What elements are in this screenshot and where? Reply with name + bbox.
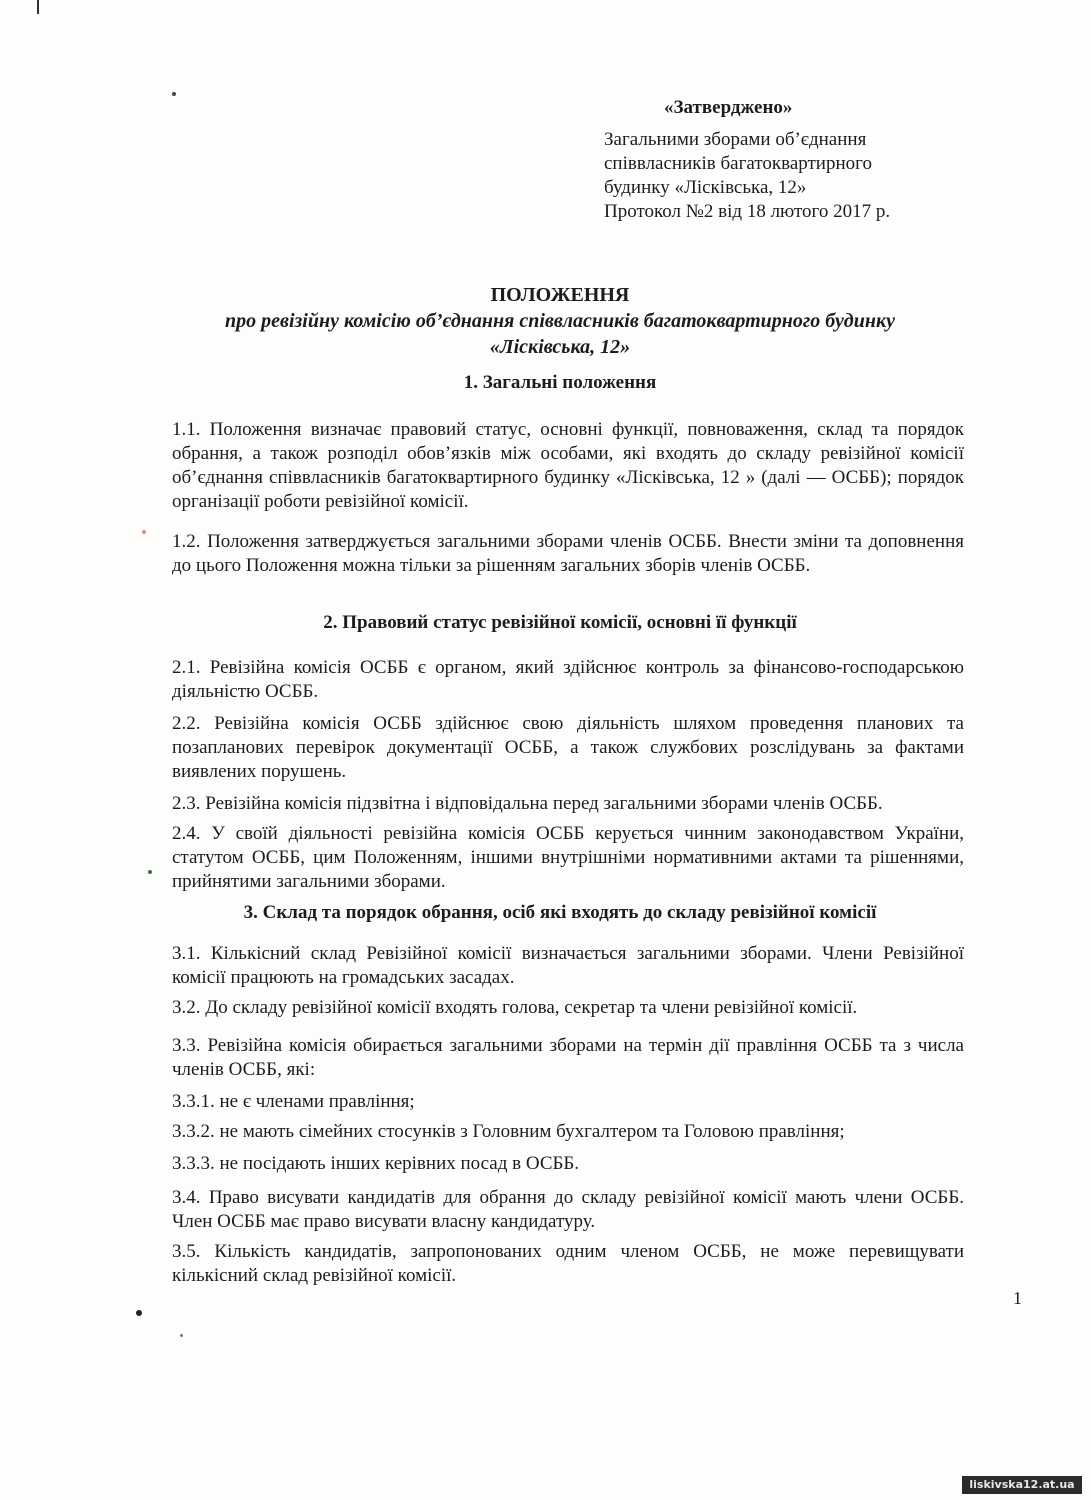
paragraph-3-3-2: 3.3.2. не мають сімейних стосунків з Головним бухгалтером та Головою правління; [172, 1121, 845, 1142]
scan-speck [148, 870, 152, 874]
paragraph-3-3-1: 3.3.1. не є членами правління; [172, 1091, 415, 1112]
section-heading-2: 2. Правовий статус ревізійної комісії, основні її функції [323, 612, 797, 633]
approval-line-1: Загальними зборами об’єднання [604, 129, 867, 150]
paragraph-3-3-3: 3.3.3. не посідають інших керівних посад в ОСББ. [172, 1153, 580, 1174]
title-subtitle-1: про ревізійну комісію об’єднання співвласників багатоквартирного будинку [225, 310, 895, 332]
paragraph-3-4: 3.4. Право висувати кандидатів для обрання до складу ревізійної комісії мають члени ОСББ. Член ОСББ має право висувати власну кандидатуру. [172, 1187, 964, 1232]
approval-heading: «Затверджено» [664, 97, 793, 118]
paragraph-2-4: 2.4. У своїй діяльності ревізійна комісія ОСББ керується чинним законодавством України, статутом ОСББ, цим Положенням, іншими внутрішніми нормативними актами та рішеннями, прийнятими загальними зборами. [172, 823, 964, 892]
paragraph-1-2: 1.2. Положення затверджується загальними зборами членів ОСББ. Внести зміни та доповнення до цього Положення можна тільки за рішенням загальних зборів членів ОСББ. [172, 531, 964, 576]
scan-speck [142, 530, 146, 534]
scan-speck [172, 92, 176, 96]
paragraph-3-3: 3.3. Ревізійна комісія обирається загальними зборами на термін дії правління ОСББ та з числа членів ОСББ, які: [172, 1035, 964, 1080]
site-watermark: liskivska12.at.ua [962, 1476, 1082, 1494]
section-heading-1: 1. Загальні положення [463, 372, 657, 393]
approval-block [604, 96, 944, 224]
section-heading-3: 3. Склад та порядок обрання, осіб які входять до складу ревізійної комісії [243, 902, 877, 923]
paragraph-3-5: 3.5. Кількість кандидатів, запропонованих одним членом ОСББ, не може перевищувати кількісний склад ревізійної комісії. [172, 1241, 964, 1286]
approval-line-2: співвласників багатоквартирного [604, 153, 872, 174]
paragraph-2-2: 2.2. Ревізійна комісія ОСББ здійснює свою діяльність шляхом проведення планових та позапланових перевірок документації ОСББ, а також службових розслідувань за фактами виявлених порушень. [172, 713, 964, 782]
scan-mark [37, 0, 39, 14]
scan-speck [180, 1334, 183, 1337]
title-main: ПОЛОЖЕННЯ [490, 284, 630, 306]
title-subtitle-2: «Лісківська, 12» [489, 336, 631, 358]
paragraph-3-2: 3.2. До складу ревізійної комісії входять голова, секретар та члени ревізійної комісії. [172, 997, 858, 1018]
paragraph-2-1: 2.1. Ревізійна комісія ОСББ є органом, який здійснює контроль за фінансово-господарською діяльністю ОСББ. [172, 657, 964, 702]
paragraph-3-1: 3.1. Кількісний склад Ревізійної комісії визначається загальними зборами. Члени Ревізійної комісії працюють на громадських засадах. [172, 943, 964, 988]
paragraph-1-1: 1.1. Положення визначає правовий статус, основні функції, повноваження, склад та порядок обрання, а також розподіл обов’язків між особами, які входять до складу ревізійної комісії об’єднання співвласників багатоквартирного будинку «Лісківська, 12 » (далі — ОСББ); порядок організації роботи ревізійної комісії. [172, 419, 964, 512]
document-title [150, 282, 970, 360]
approval-line-4: Протокол №2 від 18 лютого 2017 р. [604, 201, 891, 222]
scan-speck [136, 1310, 142, 1316]
page-number: 1 [1013, 1288, 1022, 1308]
approval-line-3: будинку «Лісківська, 12» [604, 177, 807, 198]
paragraph-2-3: 2.3. Ревізійна комісія підзвітна і відповідальна перед загальними зборами членів ОСББ. [172, 793, 883, 814]
